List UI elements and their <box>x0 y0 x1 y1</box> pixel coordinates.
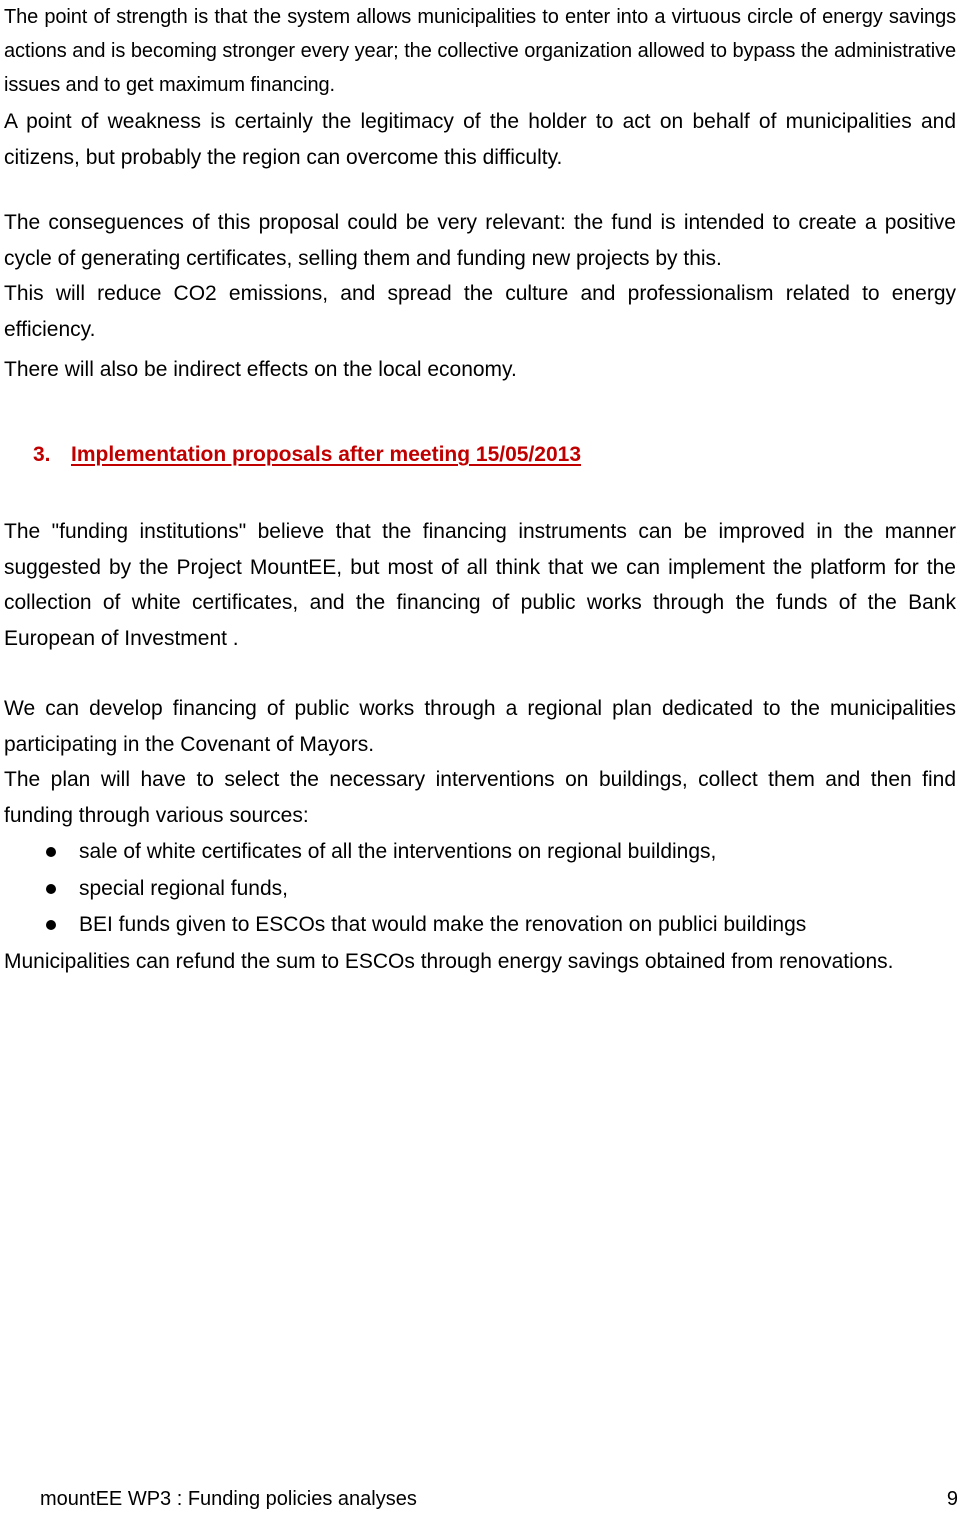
paragraph-weakness: A point of weakness is certainly the legitimacy of the holder to act on behalf of municipalities and citizens, but probably the region can overcome this difficulty. <box>4 110 956 169</box>
paragraph-regional-plan: We can develop financing of public works through a regional plan dedicated to the municipalities participating in the Covenant of Mayors. <box>4 697 956 756</box>
consequences-block <box>4 205 956 388</box>
bullet-icon <box>46 884 56 894</box>
list-item: BEI funds given to ESCOs that would make the renovation on publici buildings <box>4 907 956 944</box>
footer-title: mountEE WP3 : Funding policies analyses <box>40 1488 417 1510</box>
bullet-icon <box>46 920 56 930</box>
section-title: Implementation proposals after meeting 15/05/2013 <box>71 443 582 466</box>
funding-block <box>4 514 956 656</box>
paragraph-co2: This will reduce CO2 emissions, and spread the culture and professionalism related to energy efficiency. <box>4 282 956 341</box>
section-heading <box>33 437 581 473</box>
paragraph-refund: Municipalities can refund the sum to ESCOs through energy savings obtained from renovations. <box>4 949 894 973</box>
section-number: 3. <box>33 443 51 466</box>
list-item: sale of white certificates of all the interventions on regional buildings, <box>4 834 956 871</box>
paragraph-consequences: The conseguences of this proposal could be very relevant: the fund is intended to create a positive cycle of generating certificates, selling them and funding new projects by this. <box>4 211 956 270</box>
paragraph-funding-institutions: The "funding institutions" believe that the financing instruments can be improved in the manner suggested by the Project MountEE, but most of all think that we can implement the platform for the collection of white certificates, and the financing of public works through the funds of the Bank European of Investment . <box>4 520 956 650</box>
paragraph-strength: The point of strength is that the system allows municipalities to enter into a virtuous circle of energy savings actions and is becoming stronger every year; the collective organization allowed to bypass the administrative issues and to get maximum financing. <box>4 6 956 96</box>
paragraph-plan-sources: The plan will have to select the necessary interventions on buildings, collect them and then find funding through various sources: <box>4 768 956 827</box>
regional-plan-block <box>4 691 956 979</box>
bullet-icon <box>46 847 56 857</box>
intro-block <box>4 0 956 175</box>
page-number: 9 <box>946 1488 958 1510</box>
sources-list <box>4 834 956 944</box>
paragraph-local-economy: There will also be indirect effects on the local economy. <box>4 358 517 381</box>
list-item: special regional funds, <box>4 871 956 908</box>
